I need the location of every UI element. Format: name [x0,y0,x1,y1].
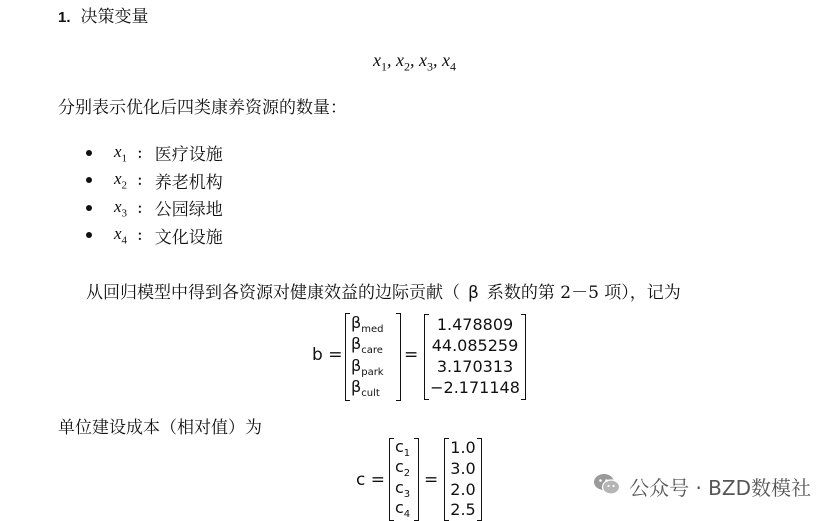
cost-value: 2.0 [450,480,476,499]
cost-value: 2.5 [450,500,476,519]
list-item: $x_3$ : 公园绿地 [86,194,223,222]
beta-value: 44.085259 [431,336,519,355]
cost-intro-text: 单位建设成本（相对值）为 [58,418,262,438]
decision-variables: $x_1$, $x_2$, $x_3$, $x_4$ [373,50,456,74]
beta-symbol: β [468,283,479,303]
watermark [593,472,811,501]
bullet-icon [86,150,92,156]
var-x2: $x_2$ [396,50,410,74]
bullet-icon [86,205,92,211]
beta-value: 1.478809 [436,315,514,334]
list-item-label: 文化设施 [154,227,223,248]
intro-text: 分别表示优化后四类康养资源的数量： [58,98,347,118]
beta-value: 3.170313 [436,357,514,376]
beta-value-matrix [424,314,526,402]
section-heading [58,2,149,27]
beta-symbol-matrix: $\beta_{med}$ $\beta_{care}$ $\beta_{park}$ $\beta_{cult}$ [345,313,401,401]
list-item: $x_1$ : 医疗设施 [86,139,223,167]
c-label: c = [356,470,386,490]
var-x3: $x_3$ [419,50,433,74]
b-label: b = [312,345,343,365]
section-number: 1. [58,9,71,26]
cost-symbol-matrix: $c_1$ $c_2$ $c_3$ $c_4$ [389,438,419,521]
list-item-label: 养老机构 [154,172,223,193]
list-item: $x_4$ : 文化设施 [86,222,223,250]
cost-value-matrix [444,438,482,521]
section-title: 决策变量 [80,7,149,27]
list-item-label: 医疗设施 [154,145,223,166]
list-item-label: 公园绿地 [154,200,223,221]
wechat-icon [593,472,621,501]
equals-sign: = [404,345,419,365]
var-x1: $x_1$ [373,50,387,74]
marginal-contribution-text: 从回归模型中得到各资源对健康效益的边际贡献（ β 系数的第 2－5 项），记为 [86,283,681,303]
equals-sign: = [424,470,439,490]
cost-value: 3.0 [450,459,476,478]
watermark-text: 公众号 · BZD数模社 [629,476,811,500]
bullet-icon [86,232,92,238]
list-item: $x_2$ : 养老机构 [86,167,223,195]
var-x4: $x_4$ [442,50,456,74]
variable-list [86,139,223,249]
bullet-icon [86,177,92,183]
cost-value: 1.0 [450,438,476,457]
beta-value: −2.171148 [430,378,520,397]
